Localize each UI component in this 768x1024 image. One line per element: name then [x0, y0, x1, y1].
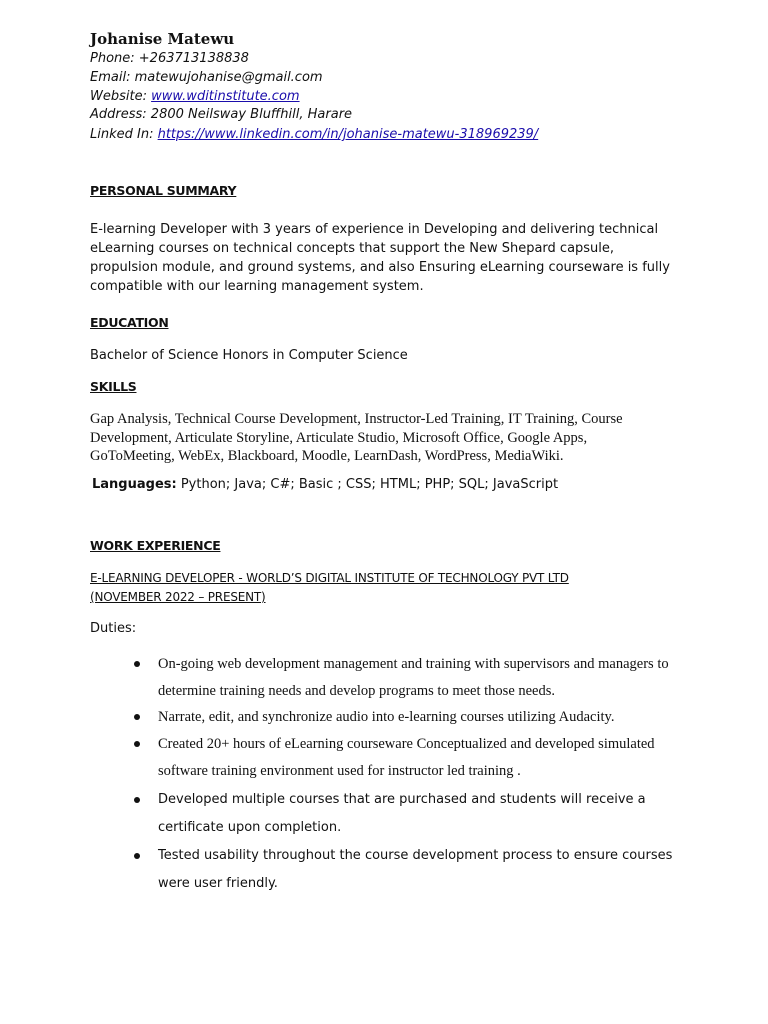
skills-heading: SKILLS: [90, 379, 137, 394]
languages-label: Languages:: [92, 477, 177, 492]
languages-line: [92, 477, 558, 492]
linkedin-line: [90, 127, 538, 142]
bullet-icon: [134, 661, 140, 667]
bullet-icon: [134, 714, 140, 720]
duty-item: [134, 786, 679, 842]
duty-text: Tested usability throughout the course development process to ensure courses were user friendly.: [158, 848, 673, 891]
phone-line: Phone: +263713138838: [90, 51, 249, 66]
duty-text: On-going web development management and training with supervisors and managers to determine training needs and develop programs to meet those needs.: [158, 656, 669, 699]
duties-label: Duties:: [90, 621, 137, 636]
candidate-name: Johanise Matewu: [90, 30, 235, 48]
education-heading: EDUCATION: [90, 315, 169, 330]
languages-value: Python; Java; C#; Basic ; CSS; HTML; PHP; SQL; JavaScript: [176, 477, 559, 492]
summary-text: E-learning Developer with 3 years of experience in Developing and delivering technical eLearning courses on technical concepts that support the New Shepard capsule, propulsion module, and ground systems, and also Ensuring eLearning courseware is fully compatible with our learning management system.: [90, 222, 670, 294]
duty-item: [134, 731, 679, 785]
duty-item: [134, 651, 679, 705]
website-label: Website:: [90, 89, 152, 104]
duty-text: Developed multiple courses that are purchased and students will receive a certificate upon completion.: [158, 792, 646, 835]
skills-text: Gap Analysis, Technical Course Development, Instructor-Led Training, IT Training, Course Development, Articulate Storyline, Articulate Studio, Microsoft Office, Google Apps, GoToMeeting, WebEx, Blackboard, Moodle, LearnDash, WordPress, MediaWiki.: [90, 411, 623, 464]
bullet-icon: [134, 853, 140, 859]
bullet-icon: [134, 797, 140, 803]
address-line: Address: 2800 Neilsway Bluffhill, Harare: [90, 107, 353, 122]
duty-item: [134, 842, 679, 898]
linkedin-label: Linked In:: [90, 127, 158, 142]
linkedin-link[interactable]: https://www.linkedin.com/in/johanise-matewu-318969239/: [157, 127, 539, 142]
summary-heading: PERSONAL SUMMARY: [90, 183, 237, 198]
email-line: Email: matewujohanise@gmail.com: [90, 70, 323, 85]
duty-item: [134, 704, 679, 731]
bullet-icon: [134, 741, 140, 747]
website-link[interactable]: www.wditinstitute.com: [151, 89, 300, 104]
education-degree: Bachelor of Science Honors in Computer Science: [90, 348, 408, 363]
duty-text: Created 20+ hours of eLearning courseware Conceptualized and developed simulated software training environment used for instructor led training .: [158, 736, 655, 779]
job-title-line-1: E-LEARNING DEVELOPER - WORLD’S DIGITAL INSTITUTE OF TECHNOLOGY PVT LTD: [90, 571, 569, 585]
website-line: [90, 89, 300, 104]
work-heading: WORK EXPERIENCE: [90, 538, 221, 553]
duty-text: Narrate, edit, and synchronize audio into e-learning courses utilizing Audacity.: [158, 709, 615, 725]
job-title-line-2: (NOVEMBER 2022 – PRESENT): [90, 590, 266, 604]
